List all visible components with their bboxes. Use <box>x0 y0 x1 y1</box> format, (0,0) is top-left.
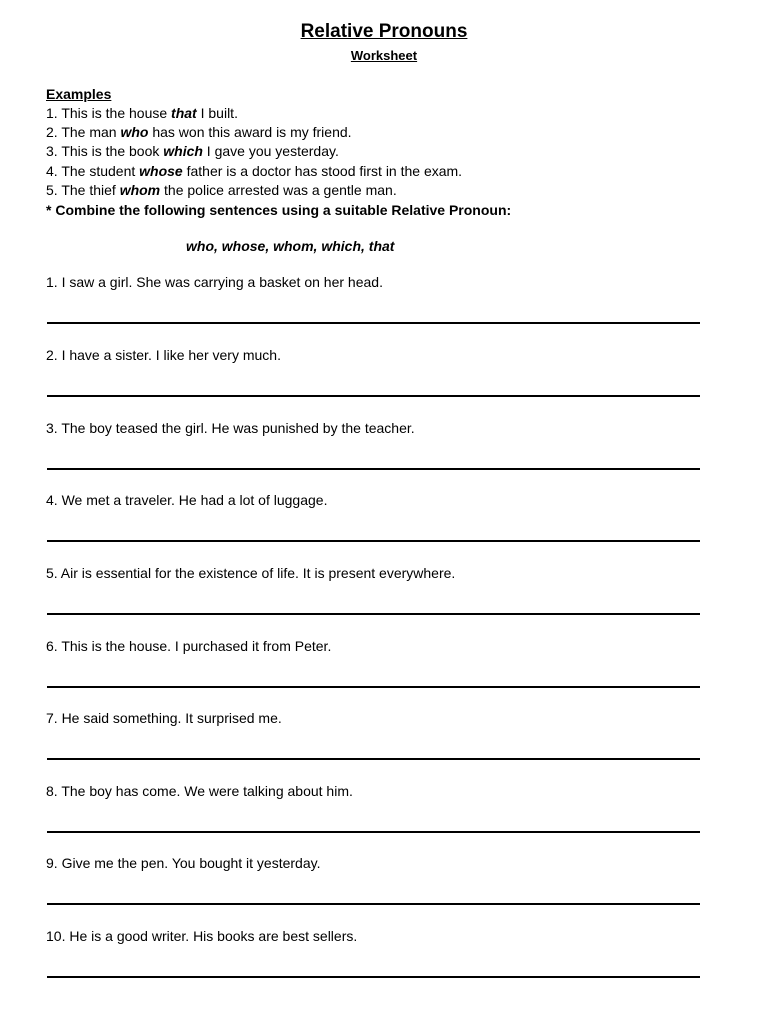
example-pronoun: which <box>163 143 203 160</box>
question-text: 2. I have a sister. I like her very much. <box>46 347 281 363</box>
answer-line[interactable] <box>47 540 700 542</box>
instruction-text: * Combine the following sentences using a suitable Relative Pronoun: <box>46 202 512 218</box>
example-line <box>46 142 462 161</box>
example-text-before: 1. This is the house <box>46 105 172 121</box>
answer-line[interactable] <box>47 395 700 397</box>
question-text: 9. Give me the pen. You bought it yesterday. <box>46 855 321 871</box>
example-text-before: 3. This is the book <box>46 143 164 160</box>
answer-line[interactable] <box>47 831 700 833</box>
example-text-before: 4. The student <box>46 162 140 179</box>
example-text-after: the police arrested was a gentle man. <box>160 181 397 198</box>
example-text-after: has won this award is my friend. <box>148 124 352 141</box>
example-text-after: I gave you yesterday. <box>202 143 339 160</box>
answer-line[interactable] <box>47 903 700 905</box>
question-text: 1. I saw a girl. She was carrying a basket on her head. <box>46 274 383 290</box>
example-text-after: I built. <box>196 105 238 121</box>
question-text: 4. We met a traveler. He had a lot of luggage. <box>46 492 328 508</box>
question-text: 5. Air is essential for the existence of life. It is present everywhere. <box>46 565 456 581</box>
example-pronoun: whose <box>139 162 183 179</box>
example-text-after: father is a doctor has stood first in the exam. <box>182 162 463 179</box>
example-line <box>46 104 462 123</box>
word-bank: who, whose, whom, which, that <box>186 238 395 254</box>
question-text: 6. This is the house. I purchased it from Peter. <box>46 638 332 654</box>
example-line <box>46 123 462 142</box>
examples-heading: Examples <box>46 86 112 102</box>
example-text-before: 2. The man <box>46 124 121 141</box>
example-text-before: 5. The thief <box>46 181 120 198</box>
worksheet-subtitle: Worksheet <box>350 48 418 63</box>
answer-line[interactable] <box>47 613 700 615</box>
example-line <box>46 162 462 181</box>
example-pronoun: who <box>120 124 149 141</box>
question-text: 7. He said something. It surprised me. <box>46 710 282 726</box>
question-text: 8. The boy has come. We were talking about him. <box>46 783 353 799</box>
example-pronoun: whom <box>119 181 161 198</box>
example-line <box>46 181 462 200</box>
worksheet-title: Relative Pronouns <box>300 21 468 42</box>
answer-line[interactable] <box>47 976 700 978</box>
example-pronoun: that <box>171 105 197 121</box>
answer-line[interactable] <box>47 468 700 470</box>
examples-list <box>46 104 462 200</box>
answer-line[interactable] <box>47 758 700 760</box>
answer-line[interactable] <box>47 686 700 688</box>
question-text: 10. He is a good writer. His books are best sellers. <box>46 928 358 944</box>
question-text: 3. The boy teased the girl. He was punished by the teacher. <box>46 420 415 436</box>
answer-line[interactable] <box>47 322 700 324</box>
